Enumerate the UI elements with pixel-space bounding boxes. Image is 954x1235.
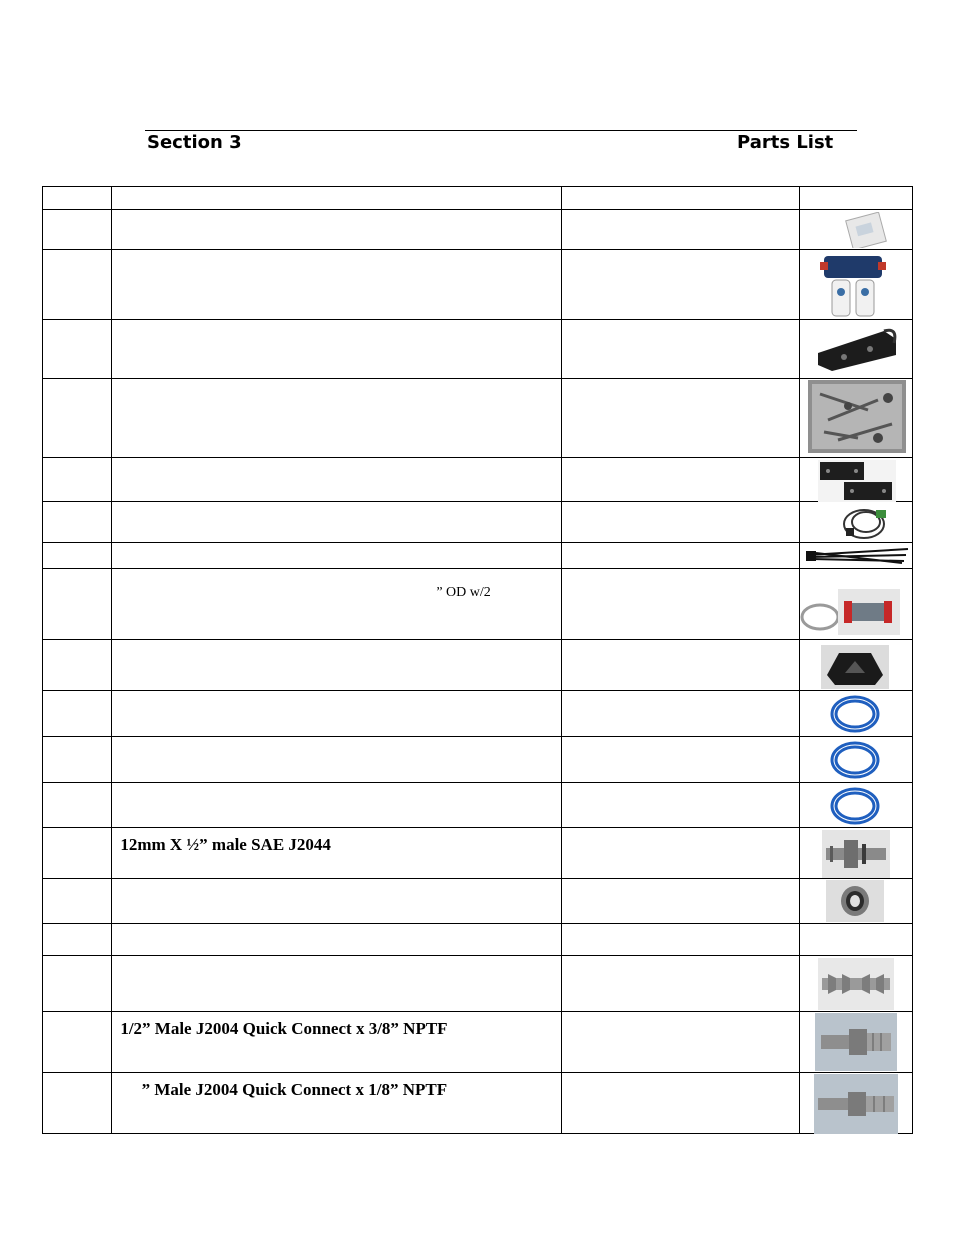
description-cell — [112, 691, 562, 737]
table-row — [43, 956, 913, 1012]
double-barb-icon — [818, 958, 894, 1010]
part-number-cell — [562, 640, 800, 691]
item-number-cell — [43, 458, 112, 502]
description-cell — [112, 879, 562, 924]
item-number-cell — [43, 879, 112, 924]
part-number-cell — [562, 737, 800, 783]
blue-line-icon — [828, 785, 882, 826]
description-cell — [112, 783, 562, 828]
description-cell — [112, 458, 562, 502]
header-cell — [800, 187, 913, 210]
fuel-pump-icon — [820, 252, 886, 318]
item-number-cell — [43, 502, 112, 543]
part-number-cell — [562, 379, 800, 458]
picture-cell — [800, 879, 913, 924]
item-number-cell — [43, 956, 112, 1012]
quick-connect-icon — [814, 1074, 898, 1134]
description-cell — [112, 737, 562, 783]
item-number-cell — [43, 569, 112, 640]
header-cell — [43, 187, 112, 210]
table-row — [43, 737, 913, 783]
table-row — [43, 1012, 913, 1073]
description-cell: ” OD w/2 — [112, 569, 562, 640]
part-number-cell — [562, 1012, 800, 1073]
part-number-cell — [562, 956, 800, 1012]
table-header-row — [43, 187, 913, 210]
description-cell — [112, 250, 562, 320]
part-number-cell — [562, 1073, 800, 1134]
part-number-cell — [562, 691, 800, 737]
item-number-cell — [43, 210, 112, 250]
blue-line-icon — [828, 693, 882, 735]
description-cell: 1/2” Male J2004 Quick Connect x 3/8” NPTF — [112, 1012, 562, 1073]
table-row — [43, 210, 913, 250]
part-number-cell — [562, 458, 800, 502]
picture-cell — [800, 543, 913, 569]
part-number-cell — [562, 879, 800, 924]
picture-cell — [800, 1073, 913, 1134]
parts-table — [42, 186, 913, 1134]
part-number-cell — [562, 320, 800, 379]
table-row — [43, 320, 913, 379]
header-rule — [145, 130, 857, 131]
description-cell — [112, 956, 562, 1012]
hardware-bag-icon — [808, 380, 906, 453]
section-title: Section 3 — [147, 132, 242, 153]
item-number-cell — [43, 250, 112, 320]
rubber-grommet-icon — [821, 645, 889, 689]
picture-cell — [800, 502, 913, 543]
item-number-cell — [43, 640, 112, 691]
part-number-cell — [562, 502, 800, 543]
picture-cell — [800, 737, 913, 783]
packet-icon — [845, 212, 891, 248]
item-number-cell — [43, 828, 112, 879]
table-row — [43, 879, 913, 924]
table-row — [43, 502, 913, 543]
description-cell — [112, 320, 562, 379]
item-number-cell — [43, 543, 112, 569]
plate-icon — [818, 460, 896, 502]
description-cell — [112, 210, 562, 250]
picture-cell — [800, 1012, 913, 1073]
table-row — [43, 828, 913, 879]
picture-cell — [800, 250, 913, 320]
wire-harness-icon — [840, 504, 890, 542]
zip-ties-icon — [806, 545, 910, 565]
picture-cell — [800, 210, 913, 250]
table-row — [43, 458, 913, 502]
header-cell — [112, 187, 562, 210]
table-row — [43, 640, 913, 691]
description-cell: ” Male J2004 Quick Connect x 1/8” NPTF — [112, 1073, 562, 1134]
picture-cell — [800, 569, 913, 640]
item-number-cell — [43, 691, 112, 737]
page-title: Parts List — [737, 132, 834, 153]
table-row — [43, 924, 913, 956]
table-row — [43, 1073, 913, 1134]
part-number-cell — [562, 569, 800, 640]
part-number-cell — [562, 828, 800, 879]
picture-cell — [800, 956, 913, 1012]
picture-cell — [800, 379, 913, 458]
picture-cell — [800, 640, 913, 691]
item-number-cell — [43, 320, 112, 379]
picture-cell — [800, 783, 913, 828]
description-cell — [112, 543, 562, 569]
item-number-cell — [43, 1073, 112, 1134]
part-number-cell — [562, 924, 800, 956]
picture-cell — [800, 458, 913, 502]
description-cell: 12mm X ½” male SAE J2044 — [112, 828, 562, 879]
table-row — [43, 379, 913, 458]
table-row — [43, 569, 913, 640]
item-number-cell — [43, 783, 112, 828]
part-number-cell — [562, 210, 800, 250]
description-cell — [112, 379, 562, 458]
table-row — [43, 250, 913, 320]
part-number-cell — [562, 543, 800, 569]
picture-cell — [800, 924, 913, 956]
table-row — [43, 783, 913, 828]
quick-connect-icon — [815, 1013, 897, 1071]
part-number-cell — [562, 250, 800, 320]
table-row — [43, 691, 913, 737]
description-cell — [112, 640, 562, 691]
fitting-icon — [822, 830, 890, 878]
item-number-cell — [43, 1012, 112, 1073]
part-number-cell — [562, 783, 800, 828]
hose-clamp-icon — [800, 589, 900, 635]
description-cell — [112, 924, 562, 956]
table-row — [43, 543, 913, 569]
item-number-cell — [43, 379, 112, 458]
blue-line-icon — [828, 739, 882, 781]
header-cell — [562, 187, 800, 210]
washer-icon — [826, 880, 884, 922]
item-number-cell — [43, 924, 112, 956]
description-cell — [112, 502, 562, 543]
item-number-cell — [43, 737, 112, 783]
picture-cell — [800, 320, 913, 379]
picture-cell — [800, 828, 913, 879]
bracket-icon — [814, 325, 900, 373]
picture-cell — [800, 691, 913, 737]
